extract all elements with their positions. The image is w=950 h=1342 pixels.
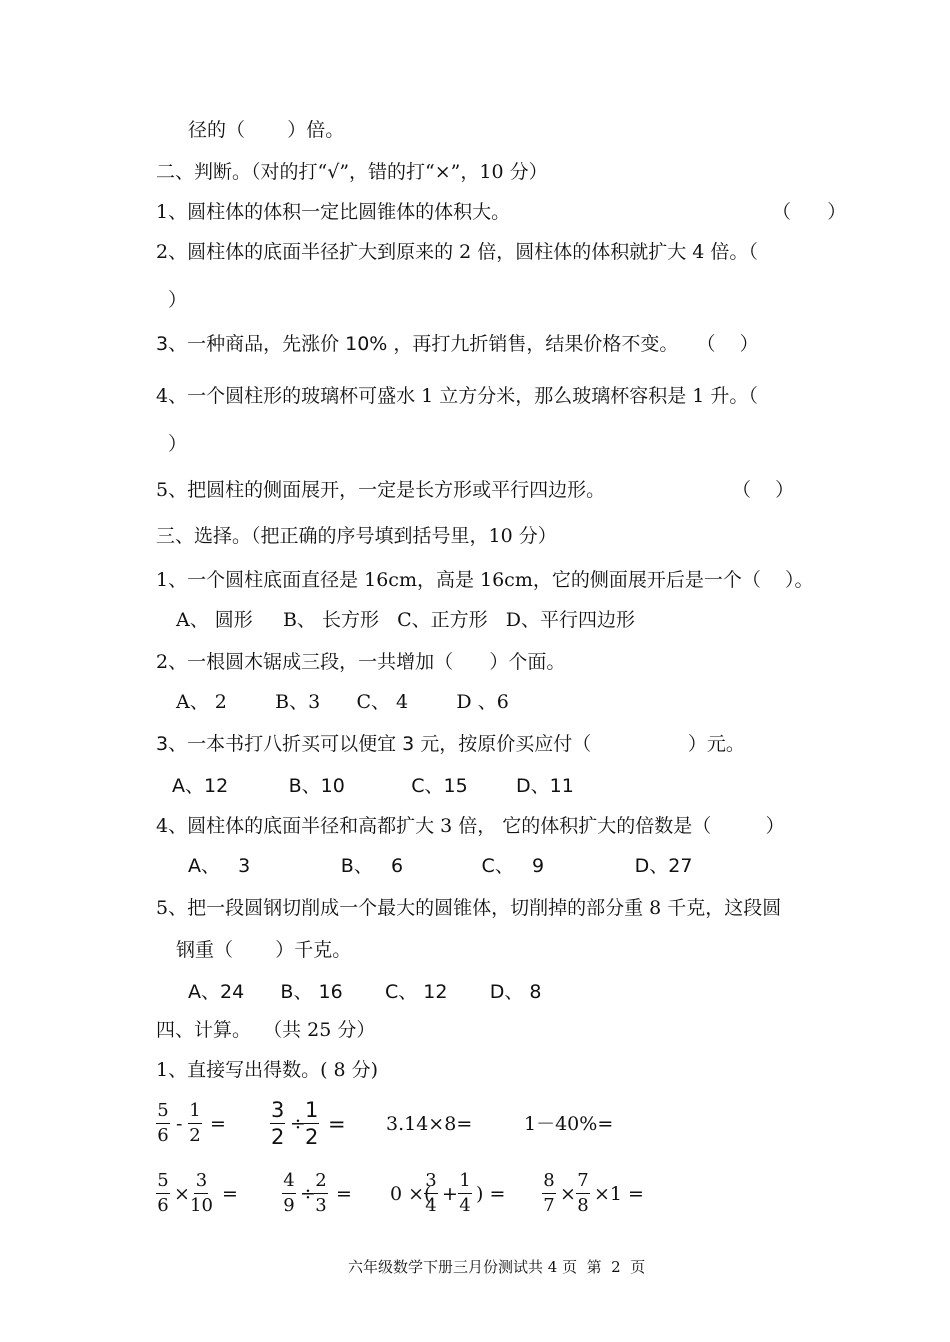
denominator: 2	[305, 1125, 319, 1149]
numerator: 2	[314, 1170, 328, 1194]
denominator: 9	[283, 1195, 295, 1216]
divide-sign: ÷	[290, 1113, 306, 1135]
choice-q2: 2、一根圆木锯成三段，一共增加（ ）个面。	[156, 651, 566, 673]
choice-q5: 5、把一段圆钢切削成一个最大的圆锥体，切削掉的部分重 8 千克，这段圆	[156, 897, 782, 919]
fraction	[304, 1098, 319, 1149]
calc-expression-4: 1－40%=	[524, 1113, 614, 1135]
judge-q2: 2、圆柱体的底面半径扩大到原来的 2 倍，圆柱体的体积就扩大 4 倍。（	[156, 241, 758, 263]
numerator: 3	[194, 1170, 208, 1194]
choice-q4-options: A、 3 B、 6 C、 9 D、27	[188, 855, 693, 877]
denominator: 4	[425, 1195, 437, 1216]
denominator: 2	[189, 1125, 201, 1146]
fraction	[542, 1170, 556, 1217]
continuation-line: 径的（ ）倍。	[188, 119, 345, 141]
multiply-sign: ×	[560, 1183, 576, 1205]
plus-sign: +	[442, 1183, 458, 1205]
numerator: 1	[188, 1100, 202, 1124]
judge-q1-answer-paren[interactable]: （ ）	[772, 201, 847, 223]
numerator: 8	[542, 1170, 556, 1194]
numerator: 7	[576, 1170, 590, 1194]
denominator: 10	[190, 1195, 213, 1216]
choice-q1: 1、一个圆柱底面直径是 16cm，高是 16cm，它的侧面展开后是一个（ ）。	[156, 569, 814, 591]
denominator: 6	[157, 1125, 169, 1146]
denominator: 7	[543, 1195, 555, 1216]
choice-q5-options: A、24 B、 16 C、 12 D、 8	[188, 981, 542, 1003]
numerator: 1	[458, 1170, 472, 1194]
fraction	[188, 1100, 202, 1147]
judge-q1: 1、圆柱体的体积一定比圆锥体的体积大。	[156, 201, 511, 223]
choice-q5-line2: 钢重（ ）千克。	[176, 939, 352, 961]
numerator: 3	[424, 1170, 438, 1194]
equals-sign: =	[328, 1112, 346, 1136]
section3-title: 三、选择。（把正确的序号填到括号里，10 分）	[156, 525, 557, 547]
minus-sign: -	[176, 1113, 183, 1135]
judge-q5: 5、把圆柱的侧面展开，一定是长方形或平行四边形。	[156, 479, 606, 501]
choice-q2-options: A、 2 B、3 C、 4 D 、6	[176, 691, 509, 713]
judge-q4: 4、一个圆柱形的玻璃杯可盛水 1 立方分米，那么玻璃杯容积是 1 升。（	[156, 385, 758, 407]
fraction	[424, 1170, 438, 1217]
calc-prefix: 0 ×(	[390, 1183, 432, 1205]
fraction	[156, 1100, 170, 1147]
calc-suffix: ×1 =	[594, 1183, 644, 1205]
fraction	[576, 1170, 590, 1217]
fraction	[270, 1098, 285, 1149]
equals-sign: =	[336, 1183, 352, 1205]
calc-suffix: ) =	[476, 1183, 506, 1205]
equals-sign: =	[222, 1183, 238, 1205]
page-footer: 六年级数学下册三月份测试共 4 页 第 2 页	[348, 1258, 646, 1276]
divide-sign: ÷	[300, 1183, 316, 1205]
numerator: 3	[271, 1098, 285, 1122]
judge-q2-answer-paren[interactable]: ）	[168, 289, 188, 311]
denominator: 4	[459, 1195, 471, 1216]
judge-q4-answer-paren[interactable]: ）	[168, 433, 188, 455]
judge-q3: 3、一种商品，先涨价 10% ，再打九折销售，结果价格不变。 （ ）	[156, 333, 759, 355]
numerator: 5	[156, 1100, 170, 1124]
choice-q3-options: A、12 B、10 C、15 D、11	[172, 775, 574, 797]
section4-title: 四、计算。 （共 25 分）	[156, 1019, 376, 1041]
choice-q1-options: A、 圆形 B、 长方形 C、正方形 D、平行四边形	[176, 609, 635, 631]
fraction	[156, 1170, 170, 1217]
choice-q4: 4、圆柱体的底面半径和高都扩大 3 倍， 它的体积扩大的倍数是（ ）	[156, 815, 785, 837]
judge-q5-answer-paren[interactable]: （ ）	[732, 479, 795, 501]
denominator: 3	[315, 1195, 327, 1216]
numerator: 5	[156, 1170, 170, 1194]
denominator: 2	[271, 1125, 285, 1149]
calc-sub1-title: 1、直接写出得数。( 8 分)	[156, 1059, 379, 1081]
fraction	[314, 1170, 328, 1217]
denominator: 6	[157, 1195, 169, 1216]
numerator: 4	[282, 1170, 296, 1194]
fraction	[190, 1170, 213, 1217]
equals-sign: =	[210, 1113, 226, 1135]
choice-q3: 3、一本书打八折买可以便宜 3 元，按原价买应付（ ）元。	[156, 733, 745, 755]
denominator: 8	[577, 1195, 589, 1216]
fraction	[282, 1170, 296, 1217]
numerator: 1	[305, 1098, 319, 1122]
multiply-sign: ×	[174, 1183, 190, 1205]
fraction	[458, 1170, 472, 1217]
section2-title: 二、判断。（对的打“√”，错的打“×”，10 分）	[156, 161, 548, 183]
calc-expression-3: 3.14×8=	[386, 1113, 473, 1135]
